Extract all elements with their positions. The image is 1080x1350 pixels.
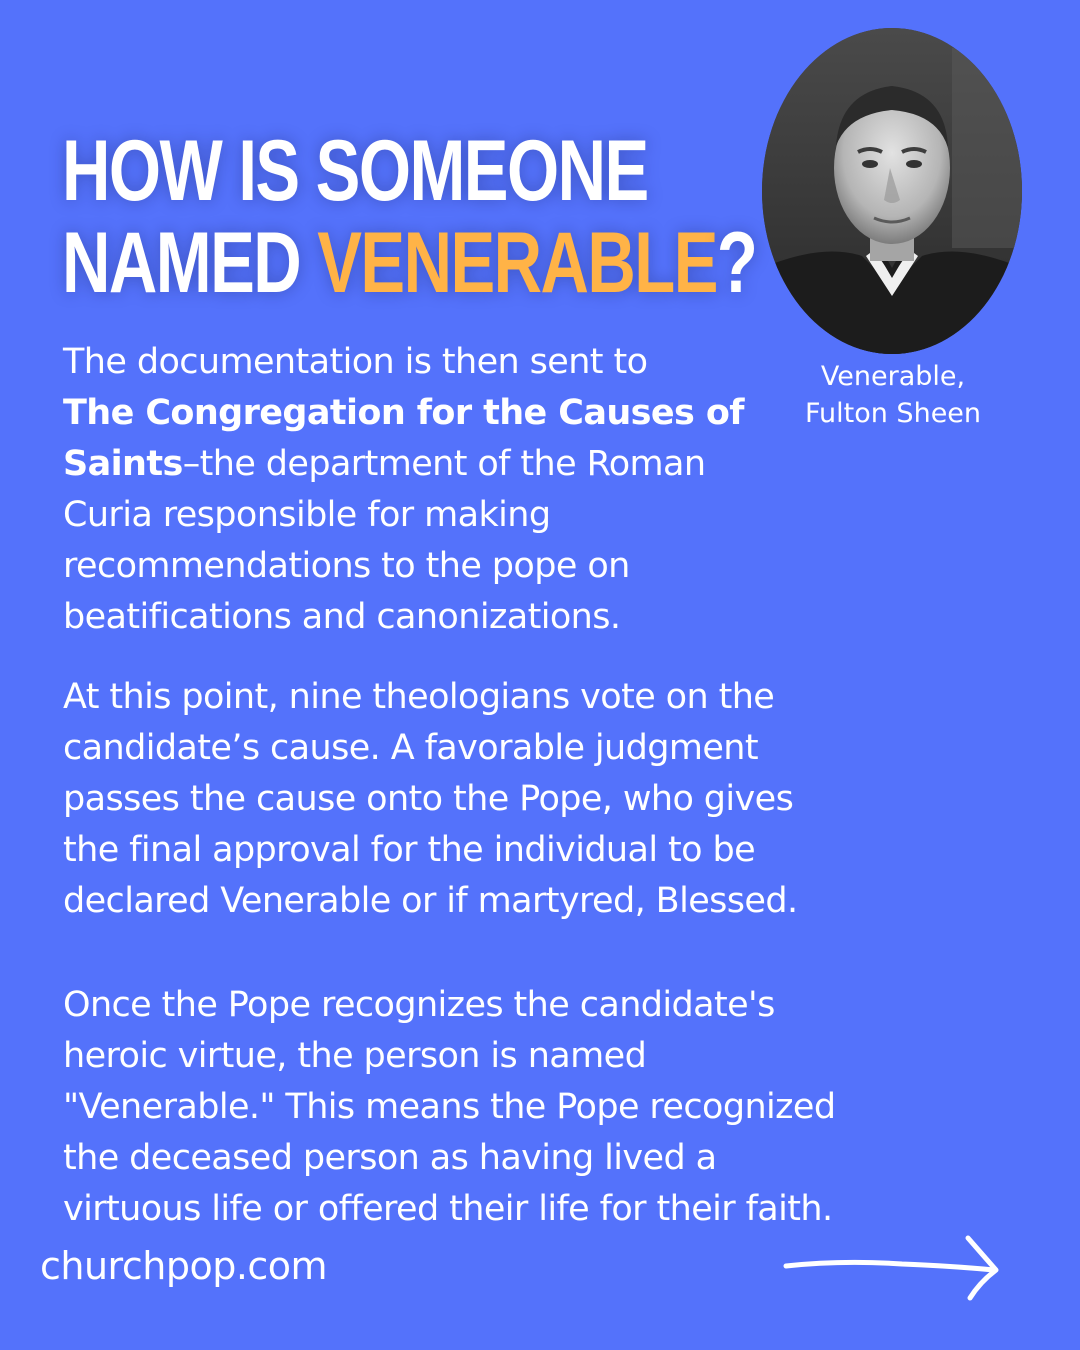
congregation-name: The Congregation for the Causes of <box>63 393 744 433</box>
paragraph-line: declared Venerable or if martyred, Blessed. <box>63 881 798 921</box>
paragraph-line: At this point, nine theologians vote on the <box>63 677 775 717</box>
title-line-2 <box>62 215 757 312</box>
title-highlight: VENERABLE <box>317 215 717 311</box>
caption-line-1: Venerable, <box>820 361 966 392</box>
congregation-name-end: Saints <box>63 444 183 484</box>
title-suffix: ? <box>716 215 757 311</box>
paragraph-line: virtuous life or offered their life for their faith. <box>63 1189 833 1229</box>
paragraph-congregation <box>63 337 783 643</box>
paragraph-line-rest: –the department of the Roman <box>182 444 706 484</box>
website-footer: churchpop.com <box>40 1244 328 1288</box>
paragraph-line: The documentation is then sent to <box>63 342 648 382</box>
paragraph-line: the deceased person as having lived a <box>63 1138 717 1178</box>
portrait-caption <box>790 358 996 432</box>
paragraph-heroic-virtue <box>63 980 943 1235</box>
paragraph-line: Once the Pope recognizes the candidate's <box>63 985 775 1025</box>
caption-line-2: Fulton Sheen <box>804 398 982 429</box>
paragraph-theologians-vote <box>63 672 943 927</box>
paragraph-line: passes the cause onto the Pope, who gives <box>63 779 794 819</box>
paragraph-line: candidate’s cause. A favorable judgment <box>63 728 758 768</box>
right-arrow-icon[interactable] <box>782 1232 1004 1304</box>
paragraph-line: the final approval for the individual to be <box>63 830 756 870</box>
paragraph-line: Curia responsible for making <box>63 495 551 535</box>
paragraph-line: "Venerable." This means the Pope recognized <box>63 1087 836 1127</box>
portrait-photo <box>762 28 1022 354</box>
title-prefix: NAMED <box>62 215 318 311</box>
portrait-illustration <box>762 28 1022 354</box>
paragraph-line <box>63 388 783 439</box>
paragraph-line: heroic virtue, the person is named <box>63 1036 647 1076</box>
paragraph-line: beatifications and canonizations. <box>63 597 621 637</box>
title-line-1: HOW IS SOMEONE <box>62 123 648 219</box>
paragraph-line: recommendations to the pope on <box>63 546 630 586</box>
page-title <box>62 123 757 312</box>
paragraph-line <box>63 439 783 490</box>
